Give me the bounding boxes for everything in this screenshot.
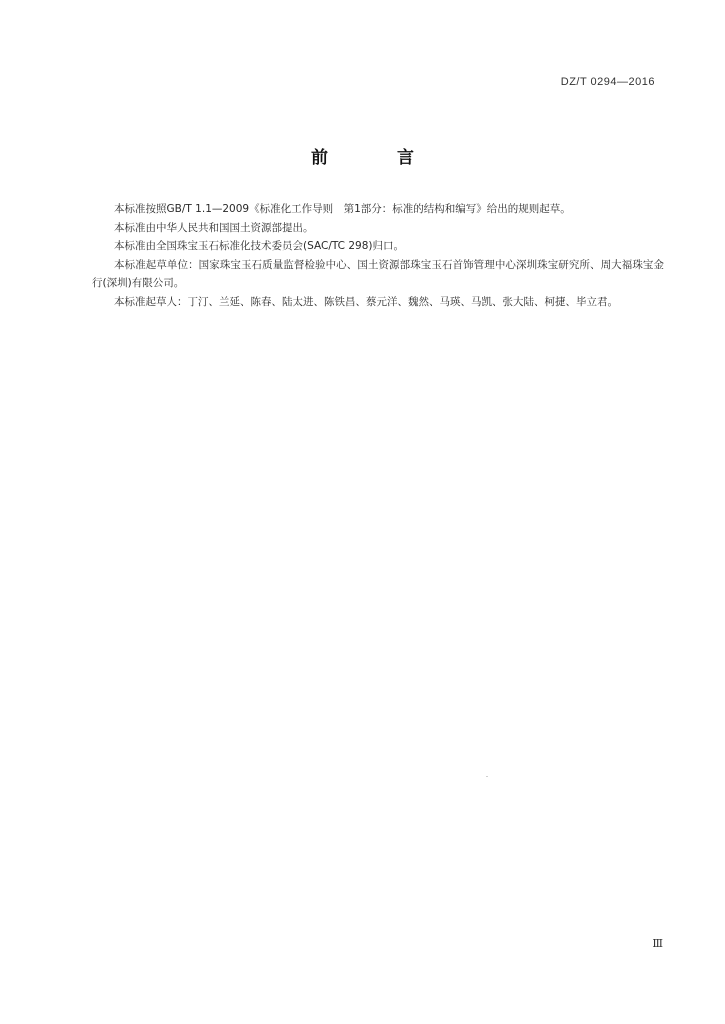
page-title: 前 言 bbox=[311, 148, 440, 168]
scan-speck bbox=[486, 776, 488, 777]
foreword-body bbox=[92, 200, 664, 312]
paragraph-drafters: 本标准起草人：丁汀、兰延、陈春、陆太进、陈铁昌、蔡元洋、魏然、马瑛、马凯、张大陆、柯捷、毕立君。 bbox=[114, 295, 619, 308]
paragraph-drafting-units: 本标准起草单位：国家珠宝玉石质量监督检验中心、国土资源部珠宝玉石首饰管理中心深圳珠宝研究所、周大福珠宝金行(深圳)有限公司。 bbox=[92, 258, 664, 290]
page-number: Ⅲ bbox=[652, 937, 663, 950]
standard-code: DZ/T 0294—2016 bbox=[560, 76, 655, 88]
paragraph-committee: 本标准由全国珠宝玉石标准化技术委员会(SAC/TC 298)归口。 bbox=[114, 240, 404, 253]
paragraph-proposer: 本标准由中华人民共和国国土资源部提出。 bbox=[114, 221, 314, 234]
paragraph-drafting-rules: 本标准按照GB/T 1.1—2009《标准化工作导则 第1部分：标准的结构和编写》给出的规则起草。 bbox=[114, 203, 571, 215]
